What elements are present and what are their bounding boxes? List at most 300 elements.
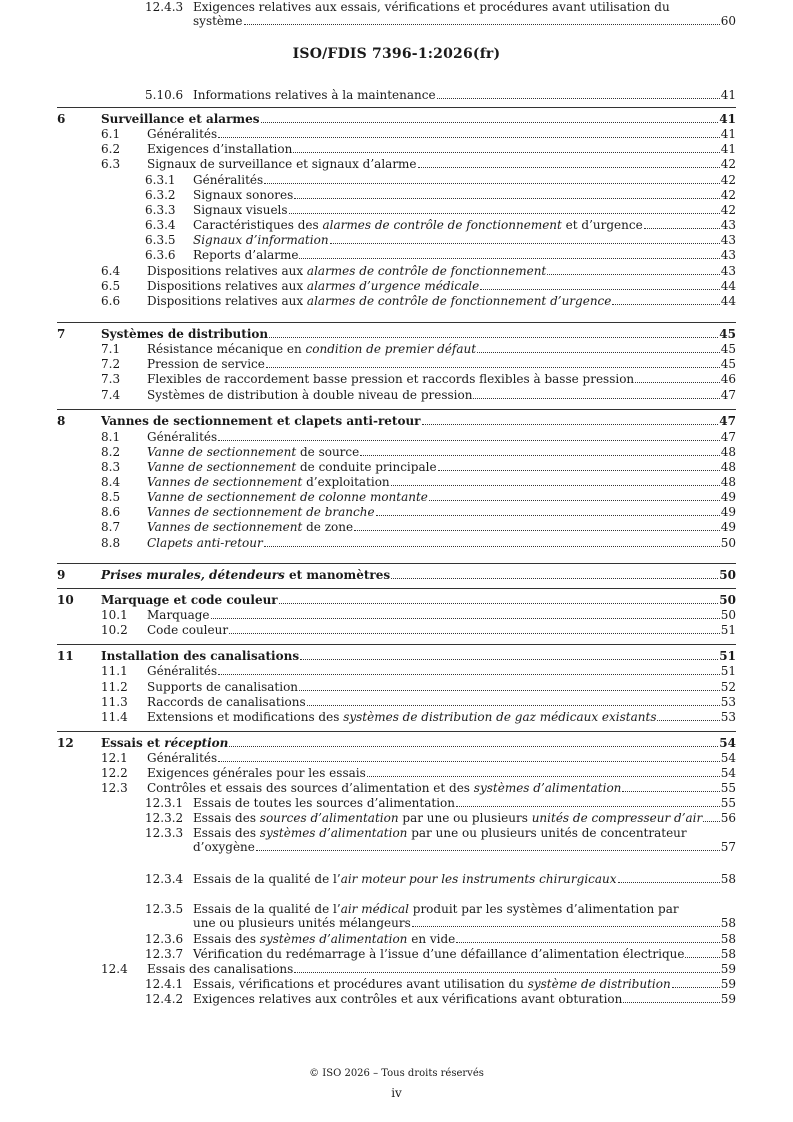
toc-entry-title [147,157,417,171]
toc-entry-number: 6.3.3 [145,203,176,217]
toc-entry-title [147,264,546,278]
toc-entry-title [147,388,472,402]
toc-entry-title [147,505,375,519]
toc-entry-page: 51 [719,649,736,663]
toc-entry-number: 12.3.1 [145,796,184,810]
toc-entry-title [147,623,228,637]
toc-entry-title [101,593,278,607]
toc-entry[interactable] [0,264,793,278]
toc-entry-number: 6.3.5 [145,233,176,247]
toc-entry-page: 50 [720,608,736,622]
toc-entry[interactable] [0,796,793,810]
toc-entry-number: 6.3.4 [145,218,176,232]
toc-title-segment: Vanne de sectionnement [147,445,297,459]
dot-leader [438,470,720,471]
toc-entry-page: 43 [720,233,736,247]
toc-entry-number: 7.3 [101,372,121,386]
toc-entry-title [193,992,622,1006]
toc-entry[interactable] [0,977,793,991]
toc-entry[interactable] [0,173,793,187]
toc-entry-page: 56 [720,811,736,825]
toc-entry-title [101,568,390,582]
dot-leader [354,530,720,531]
toc-title-segment: systèmes d’alimentation [473,781,622,795]
toc-title-segment: Caractéristiques des [193,218,323,232]
toc-entry[interactable] [0,294,793,308]
toc-entry[interactable] [0,736,793,750]
toc-title-segment: Pression de service [147,357,265,371]
toc-entry-number: 6.2 [101,142,121,156]
toc-title-segment: en vide [407,932,456,946]
toc-entry-page: 42 [720,188,736,202]
toc-entry-number: 9 [57,568,66,582]
toc-entry[interactable] [0,203,793,217]
toc-entry-number: 12.4.1 [145,977,184,991]
toc-entry-page: 54 [720,751,736,765]
toc-title-segment: Clapets anti-retour [147,536,263,550]
dot-leader [266,367,720,368]
toc-entry[interactable] [0,414,793,428]
toc-entry[interactable] [0,279,793,293]
toc-entry[interactable] [0,357,793,371]
toc-entry[interactable] [0,710,793,724]
toc-entry-title [193,840,255,854]
toc-title-segment: Signaux sonores [193,188,294,202]
toc-entry-title [193,947,684,961]
section-divider [57,563,736,564]
toc-entry-title [193,233,329,247]
toc-entry[interactable] [0,932,793,946]
toc-title-segment: Raccords de canalisations [147,695,306,709]
toc-entry-number: 7.2 [101,357,121,371]
toc-entry-title [147,695,306,709]
toc-entry-title [147,751,217,765]
toc-entry-title [193,203,288,217]
toc-title-segment: Généralités [193,173,264,187]
toc-entry-title [193,872,617,886]
toc-title-segment: systèmes de distribution de gaz médicaux existants [343,710,657,724]
dot-leader [672,987,720,988]
toc-entry-title [101,414,421,428]
toc-title-segment: alarmes de contrôle de fonctionnement [306,264,547,278]
toc-entry-number: 12.3.7 [145,947,184,961]
toc-entry-number: 8.1 [101,430,121,444]
toc-title-segment: Signaux de surveillance et signaux d’alarme [147,157,417,171]
toc-title-segment: Informations relatives à la maintenance [193,88,436,102]
toc-entry-number: 5.10.6 [145,88,184,102]
toc-title-segment: une ou plusieurs unités mélangeurs [193,916,411,930]
toc-title-segment: Essais de la qualité de l’ [193,872,341,886]
toc-entry-number: 11.4 [101,710,128,724]
toc-title-segment: systèmes d’alimentation [259,932,408,946]
dot-leader [218,137,720,138]
toc-entry[interactable] [0,445,793,459]
toc-entry[interactable] [0,751,793,765]
toc-entry-number: 11.2 [101,680,128,694]
dot-leader [360,455,719,456]
toc-title-segment: Essais, vérifications et procédures avant utilisation du [193,977,528,991]
toc-title-segment: Vannes de sectionnement et clapets anti-retour [101,414,421,428]
dot-leader [218,440,720,441]
toc-entry[interactable] [0,475,793,489]
dot-leader [418,167,720,168]
toc-entry-page: 43 [720,218,736,232]
toc-title-segment: Prises murales, détendeurs [101,568,285,582]
toc-entry-number: 6.4 [101,264,121,278]
toc-entry[interactable] [0,947,793,961]
dot-leader [480,289,720,290]
toc-title-segment: systèmes d’alimentation [259,826,408,840]
toc-entry[interactable] [0,430,793,444]
section-divider [57,409,736,410]
dot-leader [685,957,719,958]
toc-entry-page: 42 [720,203,736,217]
toc-entry-number: 10.2 [101,623,128,637]
toc-title-segment: Résistance mécanique en [147,342,306,356]
toc-title-segment: Essais des canalisations [147,962,294,976]
toc-entry-number: 12.4 [101,962,128,976]
toc-entry-page: 44 [720,279,736,293]
toc-entry-number: 11.1 [101,664,128,678]
toc-entry-page: 41 [719,112,736,126]
dot-leader [307,705,720,706]
dot-leader [229,746,718,747]
toc-title-segment: Exigences relatives aux contrôles et aux vérifications avant obturation [193,992,623,1006]
toc-entry[interactable] [0,188,793,202]
toc-title-segment: de source [296,445,360,459]
toc-title-segment: alarmes de contrôle de fonctionnement d’urgence [306,294,612,308]
toc-entry[interactable] [0,327,793,341]
toc-entry-title [147,445,359,459]
toc-entry-number: 6.3.6 [145,248,176,262]
toc-entry-title [147,430,217,444]
section-divider [57,588,736,589]
dot-leader [300,659,718,660]
toc-entry-number: 12.3.2 [145,811,184,825]
toc-entry[interactable] [0,962,793,976]
toc-entry-page: 45 [720,357,736,371]
toc-entry-page: 48 [720,475,736,489]
toc-entry-number: 8.6 [101,505,121,519]
dot-leader [456,806,720,807]
dot-leader [299,690,720,691]
toc-title-segment: de zone [302,520,354,534]
toc-title-segment: air moteur pour les instruments chirurgicaux [340,872,617,886]
dot-leader [264,546,720,547]
toc-entry-page: 59 [720,977,736,991]
dot-leader [229,633,720,634]
toc-entry[interactable] [0,623,793,637]
toc-entry[interactable] [0,142,793,156]
toc-entry-number: 8.2 [101,445,121,459]
toc-entry-page: 60 [720,14,736,28]
toc-title-segment: par une ou plusieurs [398,811,532,825]
toc-entry[interactable] [0,568,793,582]
toc-entry-page: 45 [719,327,736,341]
toc-entry-page: 43 [720,248,736,262]
toc-entry-title [193,796,455,810]
toc-entry-title [147,142,292,156]
toc-entry-page: 46 [720,372,736,386]
toc-entry[interactable] [0,88,793,102]
toc-title-segment: réception [164,736,229,750]
dot-leader [367,776,720,777]
toc-entry-number: 12.3.4 [145,872,184,886]
toc-entry[interactable] [0,248,793,262]
toc-entry[interactable] [0,112,793,126]
toc-entry-number: 8.7 [101,520,121,534]
toc-entry[interactable] [0,0,793,28]
toc-entry-number: 7 [57,327,66,341]
toc-entry-title [193,977,671,991]
toc-entry-page: 41 [720,142,736,156]
toc-entry[interactable] [0,520,793,534]
toc-entry-page: 58 [720,872,736,886]
toc-entry[interactable] [0,680,793,694]
section-divider [57,731,736,732]
section-divider [57,322,736,323]
toc-entry-title [101,736,228,750]
toc-entry[interactable] [0,872,793,886]
toc-title-segment: Marquage [147,608,210,622]
toc-entry-page: 42 [720,173,736,187]
toc-entry-number: 6.6 [101,294,121,308]
toc-entry-number: 12.3.3 [145,826,184,840]
toc-title-segment: et d’urgence [561,218,643,232]
toc-entry-page: 41 [720,88,736,102]
dot-leader [261,122,719,123]
dot-leader [330,243,720,244]
toc-title-segment: produit par les systèmes d’alimentation par [408,902,679,916]
toc-title-segment: Essais et [101,736,165,750]
toc-entry-number: 12.3.6 [145,932,184,946]
toc-entry-page: 55 [720,781,736,795]
toc-entry-title [147,294,611,308]
toc-entry[interactable] [0,342,793,356]
toc-entry[interactable] [0,826,793,854]
toc-entry-title [147,962,293,976]
toc-title-segment: Extensions et modifications des [147,710,344,724]
dot-leader [299,258,719,259]
toc-title-segment: alarmes de contrôle de fonctionnement [322,218,562,232]
toc-entry[interactable] [0,505,793,519]
section-divider [57,644,736,645]
toc-title-segment: Marquage et code couleur [101,593,278,607]
dot-leader [618,882,720,883]
toc-entry-title [147,664,217,678]
toc-entry[interactable] [0,536,793,550]
toc-entry-page: 43 [720,264,736,278]
dot-leader [437,98,720,99]
toc-entry-number: 8.5 [101,490,121,504]
toc-entry-number: 11 [57,649,74,663]
copyright-footer: © ISO 2026 – Tous droits réservés [309,1068,484,1079]
toc-entry-page: 58 [720,916,736,930]
dot-leader [376,515,720,516]
toc-title-segment: Vérification du redémarrage à l’issue d’une défaillance d’alimentation électrique [193,947,685,961]
toc-entry-page: 42 [720,157,736,171]
toc-entry-number: 8.4 [101,475,121,489]
toc-entry[interactable] [0,766,793,780]
toc-entry-page: 47 [720,430,736,444]
toc-entry-number: 8.3 [101,460,121,474]
toc-title-segment: Essais des [193,826,260,840]
toc-title-segment: Exigences relatives aux essais, vérifications et procédures avant utilisation du [193,0,670,14]
toc-entry-page: 48 [720,460,736,474]
toc-entry-title [147,475,390,489]
dot-leader [264,183,720,184]
dot-leader [644,228,720,229]
toc-entry-title [147,357,265,371]
toc-title-segment: Surveillance et alarmes [101,112,260,126]
toc-entry-page: 59 [720,962,736,976]
toc-title-segment: Vannes de sectionnement [147,520,303,534]
toc-entry-title [193,88,436,102]
toc-title-segment: et manomètres [284,568,391,582]
toc-title-segment: Vannes de sectionnement [147,475,303,489]
toc-entry-page: 44 [720,294,736,308]
toc-entry-page: 47 [719,414,736,428]
toc-entry-title [147,279,479,293]
toc-entry-title [101,112,260,126]
toc-entry-number: 11.3 [101,695,128,709]
dot-leader [477,352,720,353]
toc-entry-number: 6 [57,112,66,126]
toc-title-segment: par une ou plusieurs unités de concentrateur [407,826,687,840]
toc-entry[interactable] [0,157,793,171]
toc-entry-title [101,327,268,341]
toc-entry-number: 7.4 [101,388,121,402]
toc-title-segment: Dispositions relatives aux [147,279,307,293]
toc-entry-title [147,680,298,694]
toc-entry-page: 49 [720,520,736,534]
toc-entry-number: 10.1 [101,608,128,622]
dot-leader [294,972,719,973]
toc-title-segment: système [193,14,243,28]
dot-leader [218,761,720,762]
toc-entry-number: 12.3.5 [145,902,184,916]
toc-title-segment: Dispositions relatives aux [147,264,307,278]
toc-title-segment: de conduite principale [296,460,437,474]
toc-entry-page: 54 [720,766,736,780]
toc-entry[interactable] [0,127,793,141]
toc-entry-page: 53 [720,710,736,724]
toc-entry-page: 49 [720,490,736,504]
toc-entry[interactable] [0,233,793,247]
toc-entry[interactable] [0,593,793,607]
toc-entry-page: 52 [720,680,736,694]
toc-entry-title [147,490,428,504]
toc-entry-page: 51 [720,664,736,678]
dot-leader [623,1002,719,1003]
toc-entry[interactable] [0,608,793,622]
toc-entry-title [193,916,411,930]
toc-title-segment: système de distribution [527,977,671,991]
toc-entry-page: 59 [720,992,736,1006]
toc-title-segment: Dispositions relatives aux [147,294,307,308]
toc-entry-number: 12.1 [101,751,128,765]
toc-entry-title [193,248,298,262]
dot-leader [293,152,719,153]
toc-entry[interactable] [0,664,793,678]
toc-title-segment: Essais de toutes les sources d’alimentation [193,796,455,810]
toc-title-segment: Généralités [147,127,218,141]
toc-entry-page: 55 [720,796,736,810]
toc-entry-page: 41 [720,127,736,141]
toc-title-segment: d’exploitation [302,475,390,489]
toc-title-segment: Essais des [193,811,260,825]
dot-leader [622,791,719,792]
dot-leader [256,850,720,851]
toc-entry[interactable] [0,649,793,663]
toc-title-segment: Essais de la qualité de l’ [193,902,341,916]
toc-entry-title [101,649,299,663]
toc-entry[interactable] [0,695,793,709]
toc-entry-number: 12.4.3 [145,0,184,14]
dot-leader [657,720,719,721]
toc-entry-page: 50 [719,593,736,607]
toc-title-segment: Reports d’alarme [193,248,299,262]
toc-entry-page: 50 [719,568,736,582]
dot-leader [412,926,720,927]
toc-entry[interactable] [0,372,793,386]
toc-entry[interactable] [0,490,793,504]
toc-entry[interactable] [0,992,793,1006]
dot-leader [211,618,720,619]
toc-entry-title [193,932,455,946]
toc-entry-title [147,608,210,622]
toc-entry[interactable] [0,388,793,402]
toc-entry-title [193,218,643,232]
toc-title-segment: Vanne de sectionnement [147,460,297,474]
toc-entry-page: 45 [720,342,736,356]
toc-title-segment: unités de compresseur d’air [531,811,703,825]
toc-entry-number: 7.1 [101,342,121,356]
toc-entry-page: 58 [720,932,736,946]
toc-entry-title [147,536,263,550]
dot-leader [391,485,720,486]
dot-leader [218,674,720,675]
toc-entry-number: 10 [57,593,74,607]
toc-title-segment: alarmes d’urgence médicale [306,279,480,293]
toc-entry-page: 49 [720,505,736,519]
toc-entry-number: 12 [57,736,74,750]
dot-leader [547,274,719,275]
toc-entry[interactable] [0,218,793,232]
dot-leader [703,821,719,822]
toc-entry-number: 6.3 [101,157,121,171]
dot-leader [429,500,720,501]
toc-entry-number: 6.3.1 [145,173,176,187]
toc-entry[interactable] [0,781,793,795]
toc-entry[interactable] [0,902,793,930]
toc-entry[interactable] [0,460,793,474]
toc-entry-number: 12.2 [101,766,128,780]
toc-title-segment: Installation des canalisations [101,649,300,663]
toc-entry-title-line [193,826,687,840]
toc-title-segment: Supports de canalisation [147,680,299,694]
toc-title-segment: air médical [340,902,409,916]
toc-title-segment: Vanne de sectionnement de colonne montante [147,490,428,504]
dot-leader [473,398,719,399]
toc-entry-title [147,781,621,795]
toc-entry[interactable] [0,811,793,825]
dot-leader [456,942,719,943]
toc-entry-number: 6.3.2 [145,188,176,202]
toc-title-segment: d’oxygène [193,840,255,854]
dot-leader [612,304,719,305]
toc-entry-number: 8.8 [101,536,121,550]
